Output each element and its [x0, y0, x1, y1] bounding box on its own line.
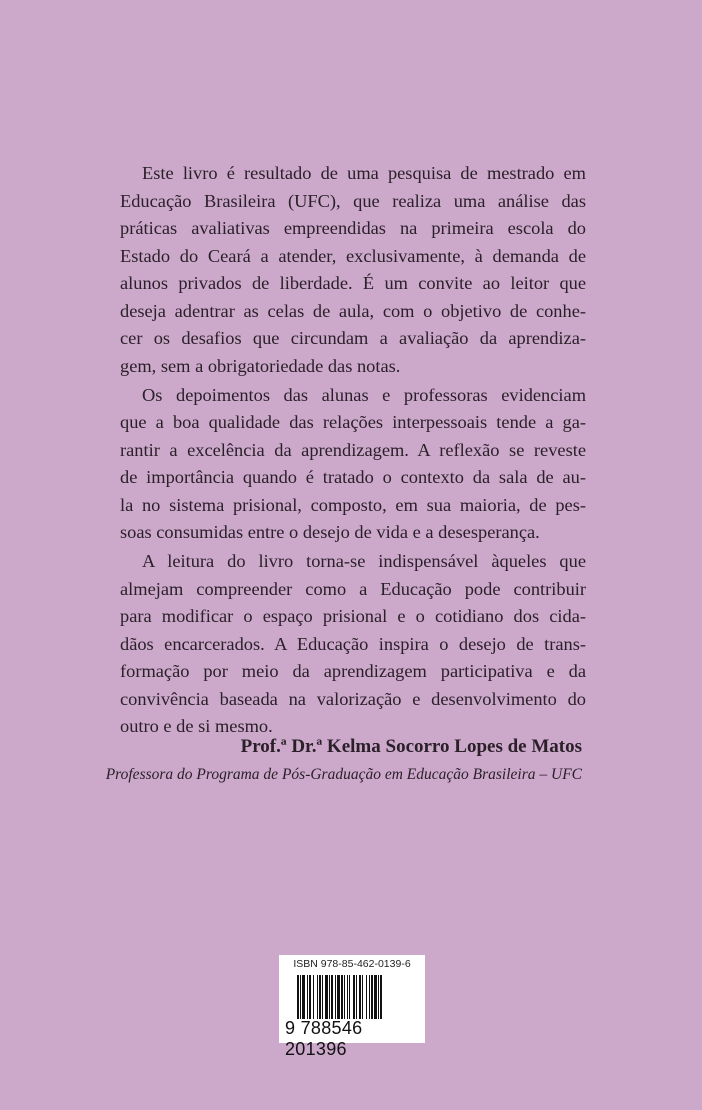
text-line: deseja adentrar as celas de aula, com o objetivo de conhe-: [120, 300, 586, 321]
barcode-bar: [322, 975, 323, 1019]
text-line: para modificar o espaço prisional e o cotidiano dos cida-: [120, 606, 586, 626]
text-line: outro e de si mesmo.: [120, 716, 273, 736]
isbn-barcode: [279, 955, 425, 1059]
barcode-bar: [362, 975, 363, 1019]
paragraph: [120, 548, 586, 741]
text-line: de importância quando é tratado o contexto da sala de au-: [120, 467, 586, 487]
barcode-bar: [302, 975, 305, 1019]
text-line: Estado do Ceará a atender, exclusivamente, à demanda de: [120, 245, 586, 266]
text-line: Educação Brasileira (UFC), que realiza uma análise das: [120, 190, 586, 211]
barcode-bar: [297, 975, 299, 1019]
barcode-bar: [300, 975, 301, 1019]
paragraph: [120, 160, 586, 380]
text-line: que a boa qualidade das relações interpessoais tende a ga-: [120, 412, 586, 432]
text-line: gem, sem a obrigatoriedade das notas.: [120, 355, 401, 376]
barcode-bars: [297, 975, 409, 1019]
text-line: práticas avaliativas empreendidas na primeira escola do: [120, 218, 586, 238]
barcode-bar: [356, 975, 357, 1019]
barcode-bar: [378, 975, 379, 1019]
isbn-label: ISBN 978-85-462-0139-6: [293, 958, 411, 970]
barcode-bar: [319, 975, 321, 1019]
text-line: A leitura do livro torna-se indispensável àqueles que: [142, 551, 586, 571]
barcode-bar: [337, 975, 340, 1019]
barcode-bar: [335, 975, 336, 1019]
barcode-bar: [369, 975, 370, 1019]
barcode-bar: [331, 975, 333, 1019]
text-line: convivência baseada na valorização e desenvolvimento do: [120, 688, 586, 709]
author-name: Prof.ª Dr.ª Kelma Socorro Lopes de Matos: [240, 736, 582, 757]
author-role: Professora do Programa de Pós-Graduação em Educação Brasileira – UFC: [105, 766, 582, 783]
barcode-bar: [380, 975, 382, 1019]
barcode-bar: [353, 975, 355, 1019]
barcode-bar: [309, 975, 311, 1019]
barcode-bar: [325, 975, 328, 1019]
text-line: alunos privados de liberdade. É um convite ao leitor que: [120, 273, 586, 293]
paragraph: [120, 382, 586, 547]
text-line: dãos encarcerados. A Educação inspira o desejo de trans-: [120, 633, 586, 654]
text-line: Os depoimentos das alunas e professoras evidenciam: [142, 384, 586, 405]
barcode-bar: [317, 975, 318, 1019]
barcode-bar: [341, 975, 343, 1019]
text-line: la no sistema prisional, composto, em sua maioria, de pes-: [120, 494, 586, 515]
barcode-bar: [313, 975, 314, 1019]
text-line: soas consumidas entre o desejo de vida e a desesperança.: [120, 522, 540, 542]
barcode-bar: [366, 975, 367, 1019]
barcode-bar: [307, 975, 308, 1019]
text-line: cer os desafios que circundam a avaliação da aprendiza-: [120, 328, 586, 348]
barcode-digits: 9 788546 201396: [285, 1018, 363, 1059]
barcode-bar: [344, 975, 345, 1019]
barcode-bar: [347, 975, 348, 1019]
barcode-bar: [374, 975, 377, 1019]
barcode-bar: [329, 975, 330, 1019]
barcode-bar: [349, 975, 350, 1019]
text-line: rantir a excelência da aprendizagem. A reflexão se reveste: [120, 439, 586, 460]
text-line: Este livro é resultado de uma pesquisa de mestrado em: [142, 163, 586, 183]
text-line: almejam compreender como a Educação pode contribuir: [120, 578, 586, 599]
text-line: formação por meio da aprendizagem participativa e da: [120, 661, 586, 681]
barcode-bar: [371, 975, 373, 1019]
barcode-bar: [359, 975, 361, 1019]
synopsis-text: [120, 160, 586, 742]
